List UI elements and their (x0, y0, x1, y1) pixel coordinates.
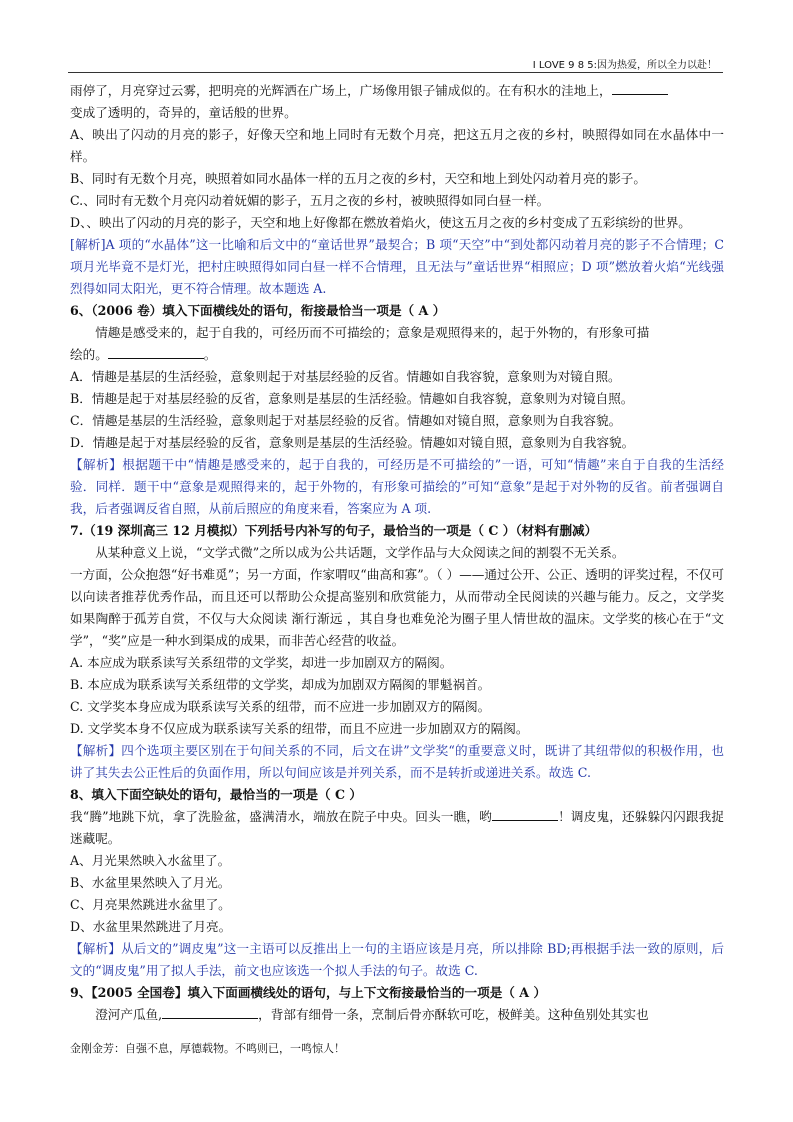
q9-stem-part1: 澄河产瓜鱼, (95, 1007, 163, 1022)
q6-analysis-text: 根据题干中“情趣是感受来的，起于自我的，可经历是不可描绘的”一语，可知“情趣”来自于自我的生活经验．同样．题干中“意象是观照得来的，起于外物的，有形象可描绘的”可知“意象”是起于对外物的反省。前者强调自我，后者强调反省自照，从前后照应的角度来看，答案应为 A 项. (70, 457, 725, 516)
q6-analysis-tag: 【解析】 (70, 457, 123, 472)
q5-stem-line1: 雨停了，月亮穿过云雾，把明亮的光辉洒在广场上，广场像用银子铺成似的。在有积水的洼地上， (70, 83, 612, 98)
q6-stem-line2 (70, 344, 724, 366)
q5-option-a: A、映出了闪动的月亮的影子，好像天空和地上同时有无数个月亮，把这五月之夜的乡村，映照得如同在水晶体中一样。 (70, 127, 724, 164)
q9-blank (162, 1004, 258, 1019)
page-footer: 金刚金芳：自强不息，厚德载物。不鸣则已，一鸣惊人！ (70, 1042, 345, 1055)
q6-analysis (70, 454, 724, 520)
q8-option-d: D、水盆里果然跳进了月亮。 (70, 919, 232, 934)
q8-stem (70, 806, 724, 850)
header-text: I LOVE 9 8 5:因为热爱，所以全力以赴！ (532, 60, 717, 71)
q9-title: 9、【2005 全国卷】填入下面画横线处的语句，与上下文衔接最恰当的一项是（ A ） (70, 985, 547, 1000)
q5-stem (70, 80, 724, 102)
q8-title: 8、填入下面空缺处的语句，最恰当的一项是（ C ） (70, 787, 363, 802)
q8-option-b: B、水盆里果然映入了月光。 (70, 875, 231, 890)
q8-option-a: A、月光果然映入水盆里了。 (70, 853, 231, 868)
q8-analysis (70, 938, 724, 982)
q6-option-b: B．情趣是起于对基层经验的反省，意象则是基层的生活经验。情趣如自我容貌，意象则为对镜自照。 (70, 391, 634, 406)
q8-option-c: C、月亮果然跳进水盆里了。 (70, 897, 231, 912)
q5-blank (612, 80, 668, 95)
q5-analysis: [解析]A 项的“水晶体”这一比喻和后文中的“童话世界”最契合；B 项“天空”中“到处都闪动着月亮的影子不合情理；C 项月光毕竟不是灯光，把村庄映照得如同白昼一样不合情理，且无法与”童话世界“相照应；D 项”燃放着火焰“光线强烈得如同太阳光，更不符合情理。故本题选 A. (70, 237, 724, 296)
q7-option-b: B. 本应成为联系读写关系纽带的文学奖，却成为加剧双方隔阂的罪魁祸首。 (70, 677, 491, 692)
q7-option-a: A. 本应成为联系读写关系纽带的文学奖，却进一步加剧双方的隔阂。 (70, 655, 453, 670)
q6-blank (108, 344, 204, 359)
q7-title: 7.（19 深圳高三 12 月模拟）下列括号内补写的句子，最恰当的一项是（ C ）（材料有删减） (70, 523, 598, 538)
q7-passage-p2: 一方面，公众抱怨“好书难觅”；另一方面，作家喟叹“曲高和寡”。（ ）——通过公开、公正、透明的评奖过程，不仅可以向读者推荐优秀作品，而且还可以帮助公众提高鉴别和欣赏能力，从而带动全民阅读的兴趣与能力。反之，文学奖如果陶醉于孤芳自赏，不仅与大众阅读 渐行渐远 ，其自身也难免沦为圈子里人情世故的温床。文学奖的核心在于“文学”，“奖”应是一种水到渠成的成果，而非苦心经营的收益。 (70, 567, 724, 648)
q7-passage-p1: 从某种意义上说，“文学式微”之所以成为公共话题，文学作品与大众阅读之间的割裂不无关系。 (95, 545, 625, 560)
q5-option-d: D、、映出了闪动的月亮的影子，天空和地上好像都在燃放着焰火，使这五月之夜的乡村变成了五彩缤纷的世界。 (70, 215, 691, 230)
q7-option-d: D. 文学奖本身不仅应成为联系读写关系的纽带，而且不应进一步加剧双方的隔阂。 (70, 721, 529, 736)
q7-analysis-text: 四个选项主要区别在于句间关系的不同，后文在讲”文学奖“的重要意义时，既讲了其纽带似的积极作用，也讲了其失去公正性后的负面作用，所以句间应该是并列关系，而不是转折或递进关系。故选 C. (70, 743, 724, 780)
q8-analysis-text: 从后文的”调皮鬼”这一主语可以反推出上一句的主语应该是月亮，所以排除 BD;再根据手法一致的原则，后文的“调皮鬼”用了拟人手法，前文也应该选一个拟人手法的句子。故选 C. (70, 941, 725, 978)
q7-analysis (70, 740, 724, 784)
q9-stem (70, 1004, 724, 1026)
q8-blank (492, 806, 558, 821)
q6-option-a: A．情趣是基层的生活经验，意象则起于对基层经验的反省。情趣如自我容貌，意象则为对镜自照。 (70, 369, 621, 384)
q6-option-d: D．情趣是起于对基层经验的反省，意象则是基层的生活经验。情趣如对镜自照，意象则为自我容貌。 (70, 435, 635, 450)
q6-stem: 情趣是感受来的，起于自我的，可经历而不可描绘的；意象是观照得来的，起于外物的，有形象可描 (95, 325, 650, 340)
q8-analysis-tag: 【解析】 (70, 941, 122, 956)
q7-option-c: C. 文学奖本身应成为联系读写关系的纽带，而不应进一步加剧双方的隔阂。 (70, 699, 491, 714)
q9-stem-part2: ，背部有细骨一条，烹制后骨亦酥软可吃，极鲜美。这种鱼别处其实也 (258, 1007, 649, 1022)
q8-stem-part1: 我“腾”地跳下炕，拿了洗脸盆，盛满清水，端放在院子中央。回头一瞧，哟 (70, 809, 492, 824)
q6-stem-prefix: 绘的。 (70, 347, 108, 362)
q8-stem-part2: ！调皮鬼，还躲躲闪闪跟我捉迷藏呢。 (70, 809, 724, 846)
q5-option-c: C.、同时有无数个月亮闪动着妩媚的影子，五月之夜的乡村，被映照得如同白昼一样。 (70, 193, 550, 208)
q6-stem-suffix: 。 (203, 347, 217, 362)
q6-title: 6、（2006 卷）填入下面横线处的语句，衔接最恰当一项是（ A ） (70, 303, 446, 318)
q5-stem-line2: 变成了透明的，奇异的，童话般的世界。 (70, 105, 297, 120)
document-body (70, 80, 724, 1026)
q7-analysis-tag: 【解析】 (70, 743, 122, 758)
q5-option-b: B、同时有无数个月亮，映照着如同水晶体一样的五月之夜的乡村，天空和地上到处闪动着月亮的影子。 (70, 171, 646, 186)
q6-option-c: C．情趣是基层的生活经验，意象则起于对基层经验的反省。情趣如对镜自照，意象则为自我容貌。 (70, 413, 622, 428)
page-header (68, 50, 723, 73)
